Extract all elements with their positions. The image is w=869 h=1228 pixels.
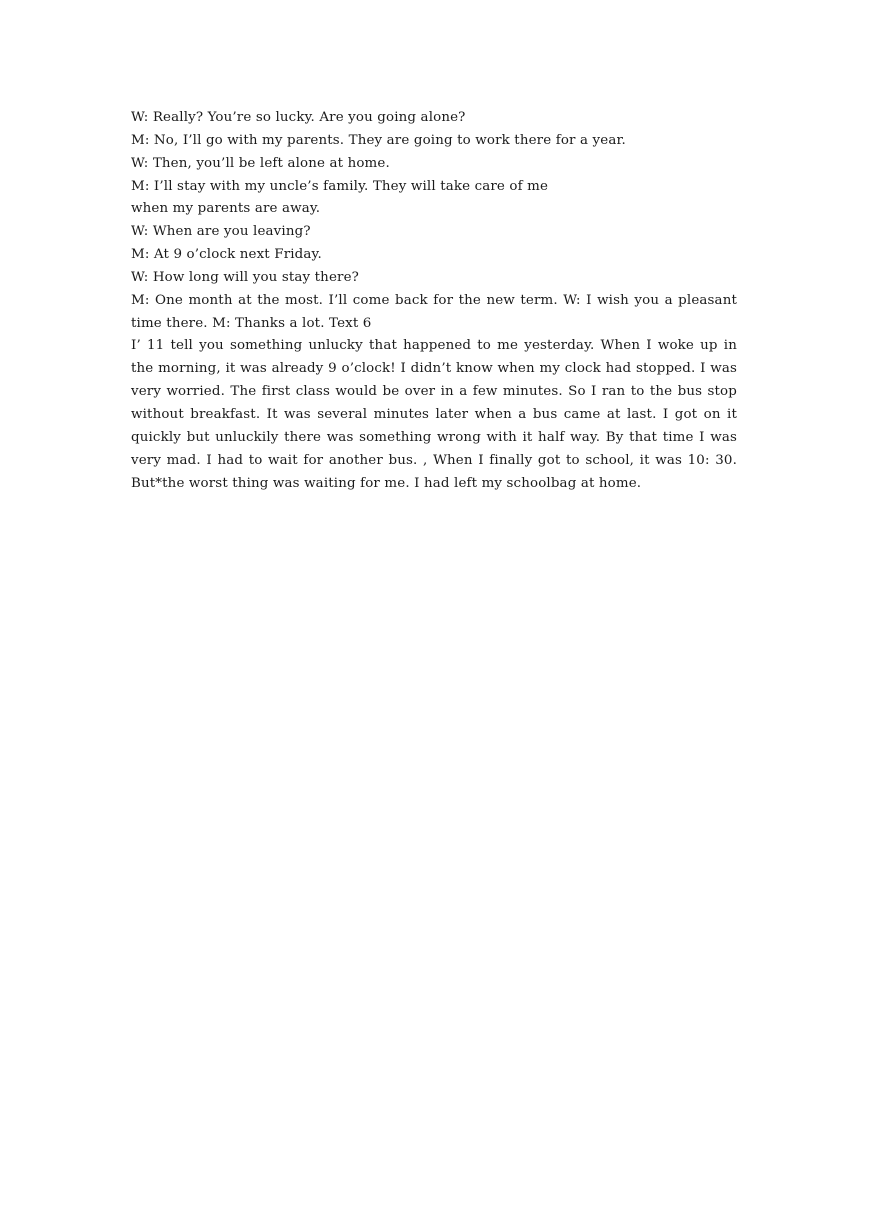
- dialogue-line: M: At 9 o’clock next Friday.: [131, 247, 322, 263]
- dialogue-line: M: No, I’ll go with my parents. They are going to work there for a year.: [131, 132, 626, 148]
- closing-dialogue: M: One month at the most. I’ll come back for the new term. W: I wish you a pleasant time there. M: Thanks a lot. Text 6: [131, 292, 737, 331]
- dialogue-line: W: When are you leaving?: [131, 224, 311, 240]
- listening-transcript: [131, 107, 737, 495]
- dialogue-line: W: How long will you stay there?: [131, 269, 359, 285]
- text6-paragraph: I’ 11 tell you something unlucky that happened to me yesterday. When I woke up in the morning, it was already 9 o’clock! I didn’t know when my clock had stopped. I was very worried. The first class would be over in a few minutes. So I ran to the bus stop without breakfast. It was several minutes later when a bus came at last. I got on it quickly but unluckily there was something wrong with it half way. By that time I was very mad. I had to wait for another bus. , When I finally got to school, it was 10: 30. But*the worst thing was waiting for me. I had left my schoolbag at home.: [131, 338, 737, 491]
- dialogue-line: W: Really? You’re so lucky. Are you going alone?: [131, 110, 466, 125]
- dialogue-line: when my parents are away.: [131, 201, 321, 217]
- dialogue-line: M: I’ll stay with my uncle’s family. They will take care of me: [131, 178, 549, 194]
- dialogue-line: W: Then, you’ll be left alone at home.: [131, 155, 390, 171]
